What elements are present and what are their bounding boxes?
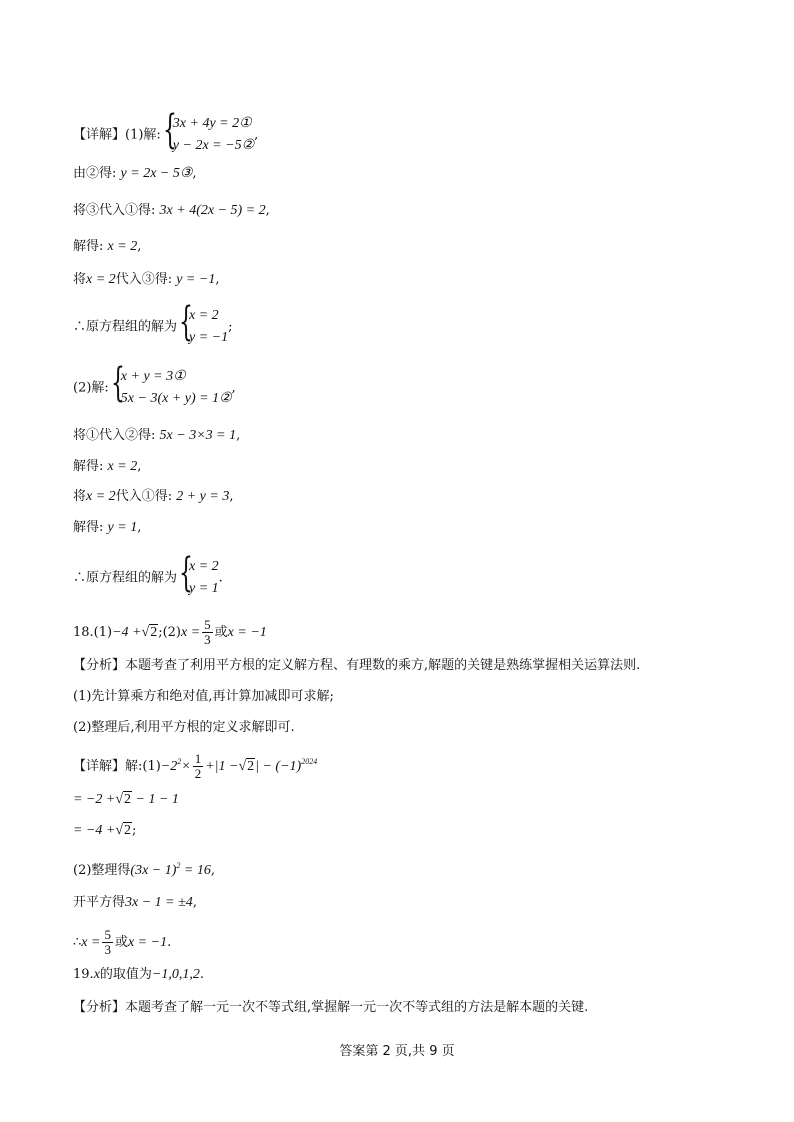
detail-18-line: 【详解】解$:(1)-2^2\times$ $\frac{1}{2}$ $+|1 -√2| - (-1)^{2024}$: [73, 751, 318, 781]
question-18-answer: 18.(1)−4 +√2;(2)x = $\frac{5}{3}$ 或x = −1: [73, 617, 267, 647]
step-line: 解得: y = 1,: [73, 520, 142, 535]
calc-step: = −4 +√2;: [73, 823, 137, 838]
fraction: $\frac{5}{3}$: [104, 927, 111, 957]
sqrt-symbol: √2: [115, 823, 132, 838]
calc-step: (2)整理得$(3x - 1)^2 = 16$,: [73, 861, 216, 878]
equation-system-1: { 3x + 4y = 2① y − 2x = −5②: [162, 107, 255, 153]
question-19-answer: 19.x的取值为−1,0,1,2.: [73, 967, 205, 982]
solution-system-2: { x = 2 y = 1: [179, 550, 219, 596]
step-line: 由②得: y = 2x − 5③,: [73, 166, 197, 181]
calc-result: ∴x = $\frac{5}{3}$ 或x = −1.: [73, 927, 172, 957]
calc-step: 开平方得3x − 1 = ±4,: [73, 895, 197, 910]
solution-line: ∴原方程组的解为 { x = 2 y = −1 ;: [73, 305, 233, 349]
detail-2-line: (2)解: { x + y = 3① 5x − 3(x + y) = 1② ,: [73, 366, 236, 410]
sqrt-symbol: √2: [141, 625, 158, 640]
analysis-18-part2: (2)整理后,利用平方根的定义求解即可.: [73, 720, 295, 735]
analysis-18: 【分析】本题考查了利用平方根的定义解方程、有理数的乘方,解题的关键是熟练掌握相关运算法则.: [73, 658, 641, 673]
fraction: $\frac{1}{2}$: [194, 751, 202, 781]
sqrt-symbol: √2: [115, 792, 132, 807]
step-line: 将x = 2代入①得: 2 + y = 3,: [73, 489, 234, 504]
equation-system-2: { x + y = 3① 5x − 3(x + y) = 1②: [110, 360, 232, 406]
sqrt-symbol: √2: [238, 759, 255, 774]
step-line: 将③代入①得: 3x + 4(2x − 5) = 2,: [73, 203, 270, 218]
detail-1-line: 【详解】(1)解: { 3x + 4y = 2① y − 2x = −5② ,: [73, 113, 258, 157]
step-line: 解得: x = 2,: [73, 459, 142, 474]
analysis-19: 【分析】本题考查了解一元一次不等式组,掌握解一元一次不等式组的方法是解本题的关键.: [73, 1000, 589, 1015]
detail-label: 【详解】(1)解:: [73, 127, 161, 143]
fraction: $\frac{5}{3}$: [204, 617, 211, 647]
step-line: 解得: x = 2,: [73, 239, 142, 254]
solution-line: ∴原方程组的解为 { x = 2 y = 1 .: [73, 556, 223, 600]
step-line: 将x = 2代入③得: y = −1,: [73, 272, 220, 287]
analysis-18-part1: (1)先计算乘方和绝对值,再计算加减即可求解;: [73, 689, 334, 704]
page-footer: 答案第 2 页,共 9 页: [339, 1044, 455, 1059]
calc-step: = −2 +√2 − 1 − 1: [73, 792, 179, 807]
step-line: 将①代入②得: 5x − 3×3 = 1,: [73, 428, 241, 443]
solution-system-1: { x = 2 y = −1: [179, 299, 229, 345]
